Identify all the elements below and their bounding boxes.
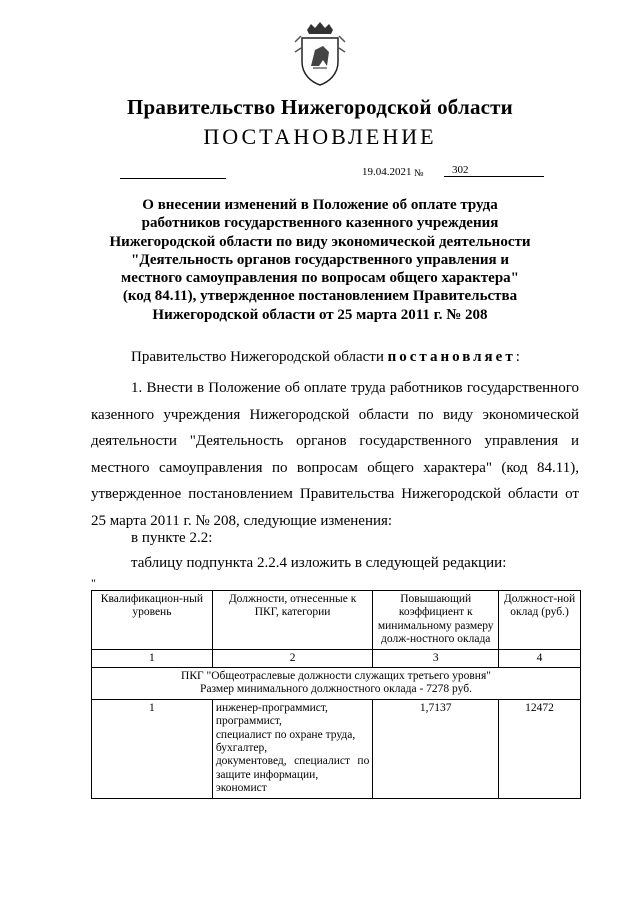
clause-line: таблицу подпункта 2.2.4 изложить в следующей редакции: — [131, 555, 507, 571]
level-cell: 1 — [92, 699, 213, 798]
table-group-row — [92, 668, 581, 700]
column-number: 3 — [373, 649, 499, 667]
number-label: № — [414, 168, 424, 179]
preamble-colon: : — [515, 349, 520, 365]
coat-of-arms-icon — [293, 22, 347, 86]
table-row — [92, 699, 581, 798]
position-item: программист, — [215, 715, 282, 728]
date-line — [120, 178, 226, 179]
table-header-row — [92, 591, 581, 650]
position-item: инженер-программист, — [215, 701, 328, 714]
header-cell: Должности, отнесенные к ПКГ, категории — [212, 591, 373, 650]
salary-cell: 12472 — [499, 699, 581, 798]
header-cell: Повышающий коэффициент к минимальному размеру долж-ностного оклада — [373, 591, 499, 650]
preamble-text: Правительство Нижегородской области — [131, 349, 384, 365]
paragraph-1: 1. Внести в Положение об оплате труда работников государственного казенного учреждения Нижегородской области по виду экономической деятельности "Деятельность органов государственного управления и местного самоуправления по вопросам общего характера" (код 84.11), утвержденное постановлением Правительства Нижегородской области от 25 марта 2011 г. № 208, следующие изменения: — [91, 380, 579, 529]
positions-cell — [212, 699, 373, 798]
preamble-verb: постановляет — [387, 349, 516, 365]
column-number: 4 — [499, 649, 581, 667]
position-item: документовед, специалист по защите информации, — [215, 755, 370, 781]
position-item: бухгалтер, — [215, 742, 268, 755]
title-line: О внесении изменений в Положение об оплате труда — [142, 197, 498, 213]
position-item: специалист по охране труда, — [215, 728, 356, 741]
title-line: Нижегородской области от 25 марта 2011 г. № 208 — [152, 306, 488, 323]
preamble — [131, 349, 520, 366]
salary-table — [91, 590, 581, 799]
document-number: 302 — [444, 164, 544, 177]
group-subtitle: Размер минимального должностного оклада - 7278 руб. — [200, 683, 472, 696]
header-cell: Квалификацион-ный уровень — [92, 591, 213, 650]
title-line: (код 84.11), утвержденное постановлением Правительства — [122, 288, 518, 305]
document-title — [100, 196, 540, 324]
column-number: 1 — [92, 649, 213, 667]
position-item: экономист — [215, 782, 267, 795]
opening-quote: " — [91, 576, 96, 590]
header-cell: Должност-ной оклад (руб.) — [499, 591, 581, 650]
title-line: местного самоуправления по вопросам общего характера" — [121, 270, 519, 287]
coefficient-cell: 1,7137 — [373, 699, 499, 798]
government-name: Правительство Нижегородской области — [127, 95, 513, 119]
table-number-row — [92, 649, 581, 667]
group-cell — [92, 668, 581, 700]
column-number: 2 — [212, 649, 373, 667]
title-line: работников государственного казенного учреждения — [141, 215, 499, 232]
clause-line: в пункте 2.2: — [131, 530, 213, 546]
group-title: ПКГ "Общеотраслевые должности служащих третьего уровня" — [181, 670, 491, 683]
document-date: 19.04.2021 — [362, 166, 412, 178]
title-line: Нижегородской области по виду экономической деятельности — [109, 233, 531, 250]
title-line: "Деятельность органов государственного управления и — [131, 251, 509, 268]
document-type: ПОСТАНОВЛЕНИЕ — [203, 124, 437, 149]
